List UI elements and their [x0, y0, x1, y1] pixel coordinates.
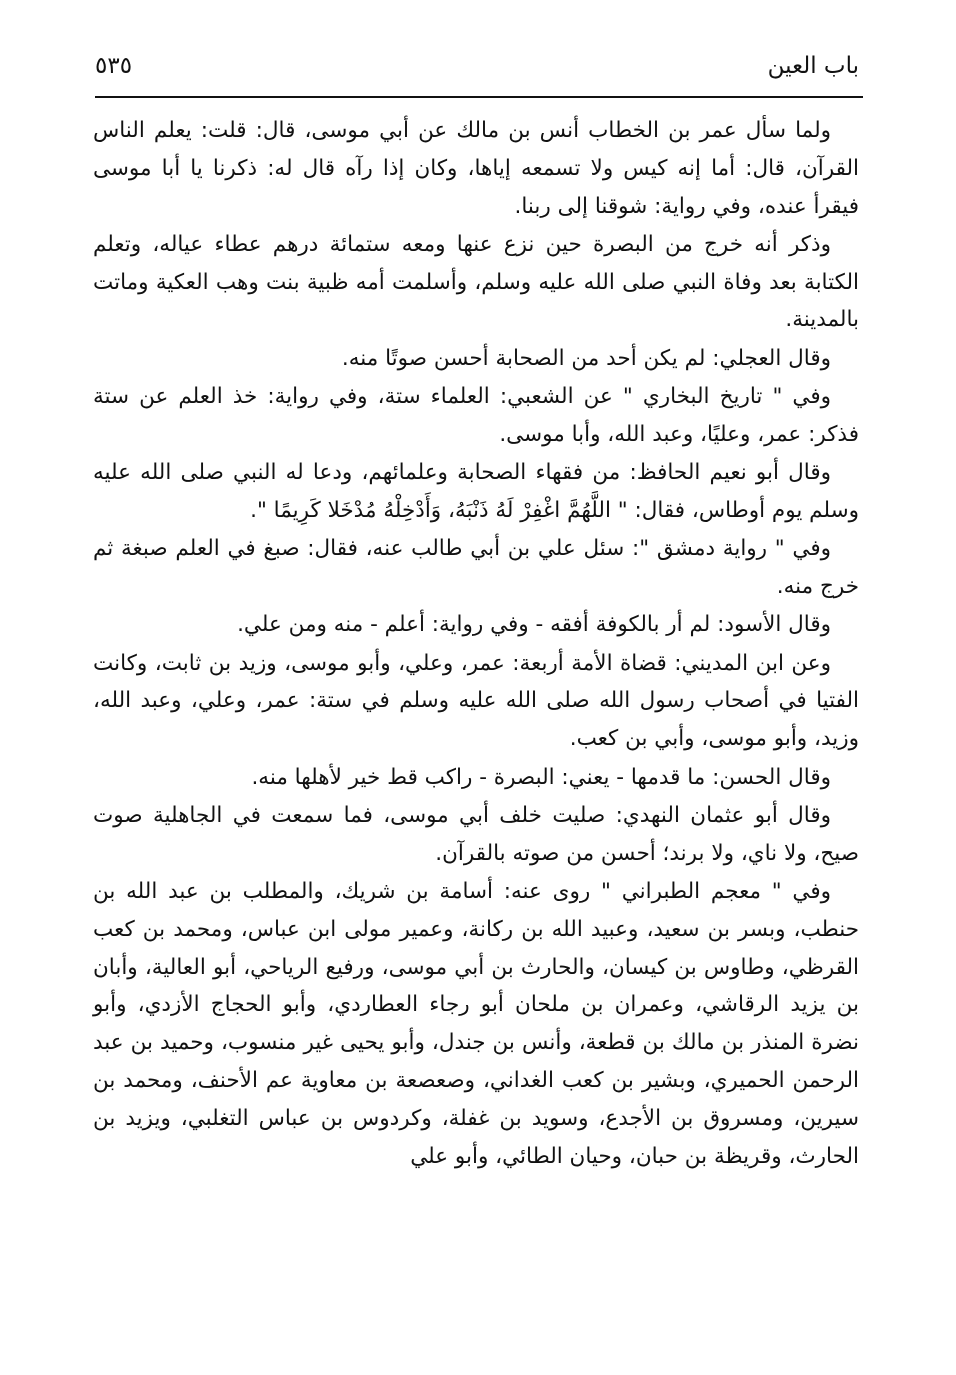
header-rule	[95, 96, 863, 98]
paragraph-tabarani-narrators: وفي " معجم الطبراني " روى عنه: أسامة بن شريك، والمطلب بن عبد الله بن حنطب، وبسر بن سعيد، وعبيد الله بن ركانة، وعمير مولى ابن عباس، ومحمد بن كعب القرظي، وطاوس بن كيسان، والحارث بن أبي موسى، ورفيع الرياحي، أبو العالية، وأبان بن يزيد الرقاشي، وعمران بن ملحان أبو رجاء العطاردي، وأبو الحجاج الأزدي، وأبو نضرة المنذر بن مالك بن قطعة، وأنس بن جندل، وأبو يحيى غير منسوب، وحميد بن عبد الرحمن الحميري، وبشير بن كعب الغداني، وصعصعة بن معاوية عم الأحنف، ومحمد بن سيرين، ومسروق بن الأجدع، وسويد بن غفلة، وكردوس بن عباس التغلبي، ويزيد بن الحارث، وقريظة بن حبان، وحيان الطائي، وأبو علي	[93, 878, 859, 1169]
paragraph-ijli-quote: وقال العجلي: لم يكن أحد من الصحابة أحسن صوتًا منه.	[341, 345, 831, 371]
paragraph-umar-question: ولما سأل عمر بن الخطاب أنس بن مالك عن أبي موسى، قال: قلت: يعلم الناس القرآن، قال: أما إنه كيس ولا تسمعه إياها، وكان إذا رآه قال له: ذكرنا يا أبا موسى فيقرأ عنده، وفي رواية: شوقنا إلى ربنا.	[93, 118, 859, 219]
body-text	[93, 112, 859, 1176]
running-header	[95, 50, 859, 86]
paragraph-ibn-madini: وعن ابن المديني: قضاة الأمة أربعة: عمر، وعلي، وأبو موسى، وزيد بن ثابت، وكانت الفتيا في أصحاب رسول الله صلى الله عليه وسلم في ستة: عمر، وعلي، وعبد الله، وزيد، وأبو موسى، وأبي بن كعب.	[93, 650, 859, 752]
paragraph-bukhari-history: وفي " تاريخ البخاري " عن الشعبي: العلماء ستة، وفي رواية: خذ العلم عن ستة فذكر: عمر، وعليًا، وعبد الله، وأبا موسى.	[93, 384, 859, 447]
paragraph-abu-nuaym: وقال أبو نعيم الحافظ: من فقهاء الصحابة وعلمائهم، ودعا له النبي صلى الله عليه وسلم يوم أوطاس، فقال: " اللَّهُمَّ اغْفِرْ لَهُ ذَنْبَهُ، وَأَدْخِلْهُ مُدْخَلا كَرِيمًا ".	[93, 460, 859, 523]
paragraph-hasan-quote: وقال الحسن: ما قدمها - يعني: البصرة - راكب قط خير لأهلها منه.	[251, 764, 831, 790]
page-number: ٥٣٥	[95, 53, 133, 79]
paragraph-basra-departure: وذكر أنه خرج من البصرة حين نزع عنها ومعه ستمائة درهم عطاء عياله، وتعلم الكتابة بعد وفاة النبي صلى الله عليه وسلم، وأسلمت أمه ظبية بنت وهب العكية وماتت بالمدينة.	[93, 231, 859, 333]
paragraph-damascus-narration: وفي " رواية دمشق ": سئل علي بن أبي طالب عنه، فقال: صبغ في العلم صبغة ثم خرج منه.	[93, 536, 859, 600]
paragraph-abu-uthman: وقال أبو عثمان النهدي: صليت خلف أبي موسى، فما سمعت في الجاهلية صوت صيح، ولا ناي، ولا برند؛ أحسن من صوته بالقرآن.	[93, 802, 859, 866]
paragraph-aswad-quote: وقال الأسود: لم أر بالكوفة أفقه - وفي رواية: أعلم - منه ومن علي.	[237, 612, 831, 638]
section-title: باب العين	[767, 53, 859, 79]
